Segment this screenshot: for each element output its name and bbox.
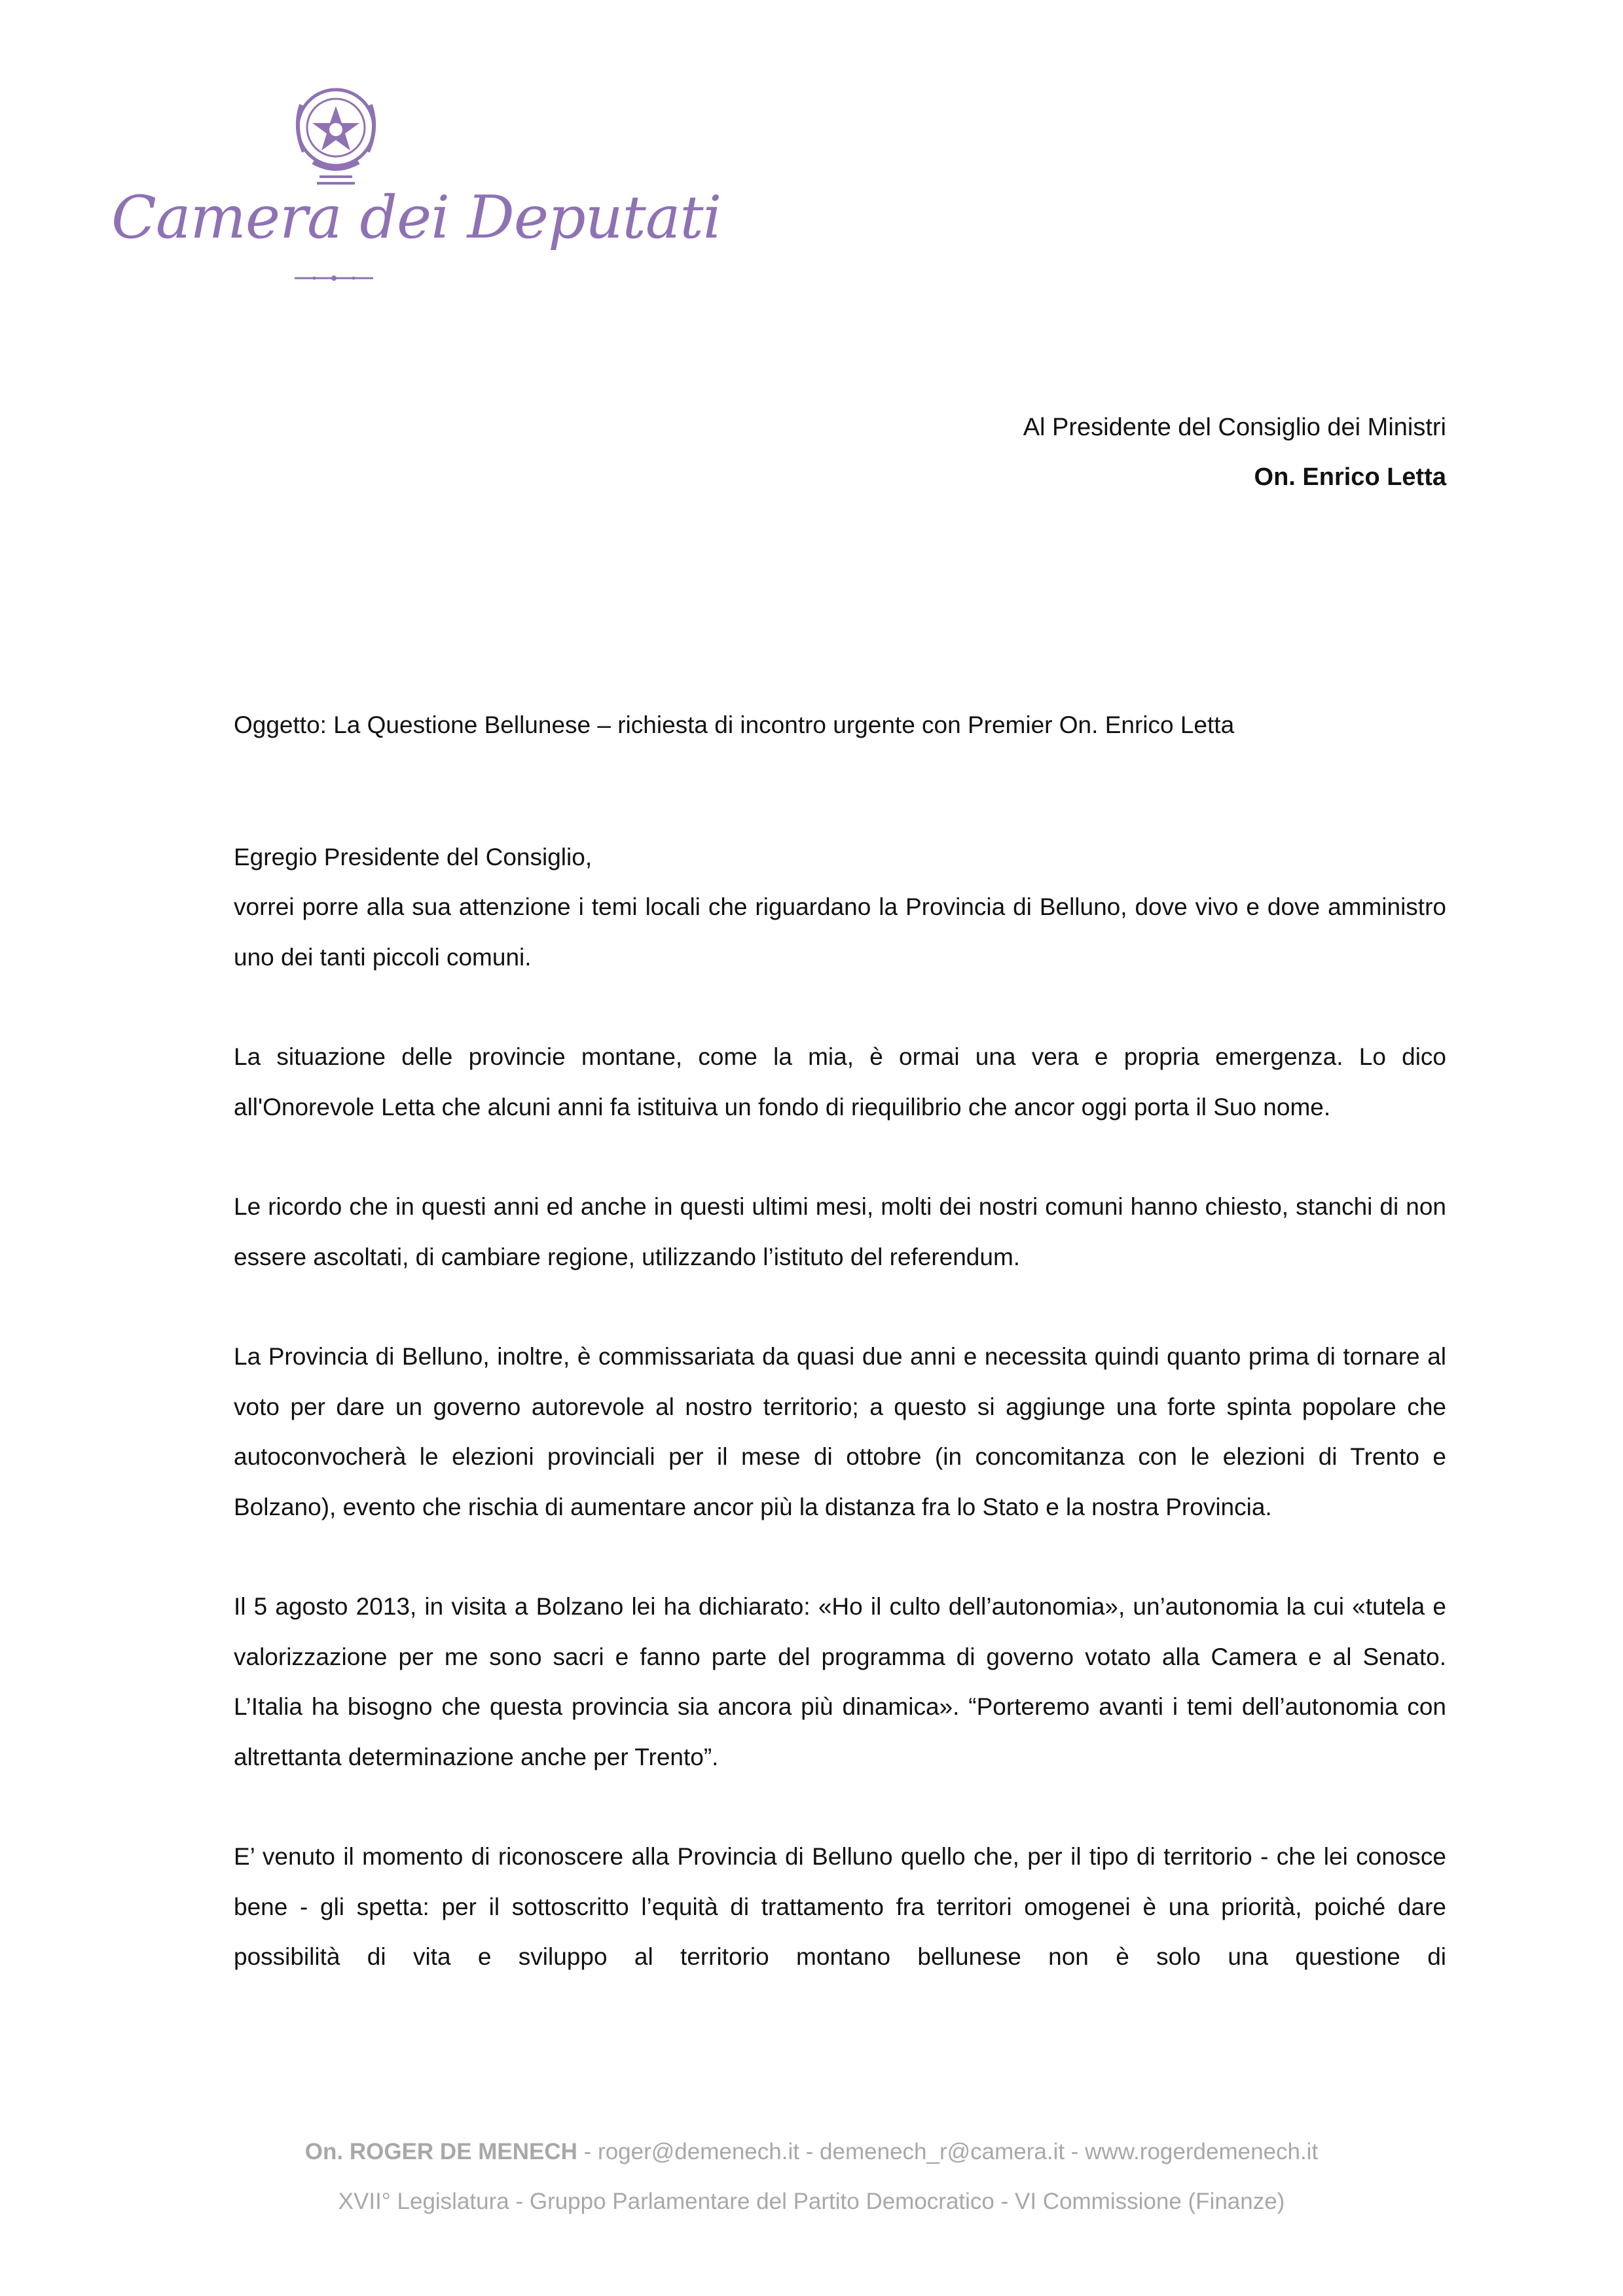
- paragraph: La situazione delle provincie montane, come la mia, è ormai una vera e propria emergenza. Lo dico all'Onorevole Letta che alcuni anni fa istituiva un fondo di riequilibrio che ancor oggi porta il Suo nome.: [234, 1043, 1446, 1121]
- footer-contacts: [0, 2127, 1623, 2177]
- footer: [0, 2127, 1623, 2227]
- paragraph-text: vorrei porre alla sua attenzione i temi locali che riguardano la Provincia di Belluno, dove vivo e dove amministro uno dei tanti piccoli comuni.: [234, 893, 1446, 971]
- paragraph: La Provincia di Belluno, inoltre, è commissariata da quasi due anni e necessita quindi quanto prima di tornare al voto per dare un governo autorevole al nostro territorio; a questo si aggiunge una forte spinta popolare che autoconvocherà le elezioni provinciali per il mese di ottobre (in concomitanza con le elezioni di Trento e Bolzano), evento che rischia di aumentare ancor più la distanza fra lo Stato e la nostra Provincia.: [234, 1343, 1446, 1520]
- letterhead: [111, 72, 721, 288]
- addressee-block: [1023, 403, 1446, 502]
- paragraph: E’ venuto il momento di riconoscere alla Provincia di Belluno quello che, per il tipo di territorio - che lei conosce bene - gli spetta: per il sottoscritto l’equità di trattamento fra territori omogenei è una priorità, poiché dare possibilità di vita e sviluppo al territorio montano bellunese non è solo una questione di: [234, 1843, 1446, 1970]
- footer-legislature: XVII° Legislatura - Gruppo Parlamentare del Partito Democratico - VI Commissione (Finanze): [338, 2189, 1285, 2214]
- footer-name: On. ROGER DE MENECH: [304, 2139, 577, 2164]
- letter-body: [234, 700, 1446, 2032]
- subject-line: Oggetto: La Questione Bellunese – richiesta di incontro urgente con Premier On. Enrico Letta: [234, 711, 1235, 738]
- addressee-name: On. Enrico Letta: [1254, 463, 1446, 491]
- footer-contact-details: - roger@demenech.it - demenech_r@camera.it - www.rogerdemenech.it: [577, 2139, 1319, 2164]
- paragraph-intro: [234, 833, 1446, 983]
- greeting: Egregio Presidente del Consiglio,: [234, 843, 593, 870]
- paragraph: Il 5 agosto 2013, in visita a Bolzano lei ha dichiarato: «Ho il culto dell’autonomia», un’autonomia la cui «tutela e valorizzazione per me sono sacri e fanno parte del programma di governo votato alla Camera e al Senato. L’Italia ha bisogno che questa provincia sia ancora più dinamica». “Porteremo avanti i temi dell’autonomia con altrettanta determinazione anche per Trento”.: [234, 1593, 1446, 1770]
- institution-wordmark: Camera dei Deputati: [111, 183, 721, 252]
- decorative-rule: [295, 274, 373, 283]
- italian-republic-emblem-icon: [287, 79, 385, 193]
- paragraph: Le ricordo che in questi anni ed anche in questi ultimi mesi, molti dei nostri comuni hanno chiesto, stanchi di non essere ascoltati, di cambiare regione, utilizzando l’istituto del referendum.: [234, 1193, 1446, 1270]
- addressee-title: Al Presidente del Consiglio dei Ministri: [1023, 414, 1446, 441]
